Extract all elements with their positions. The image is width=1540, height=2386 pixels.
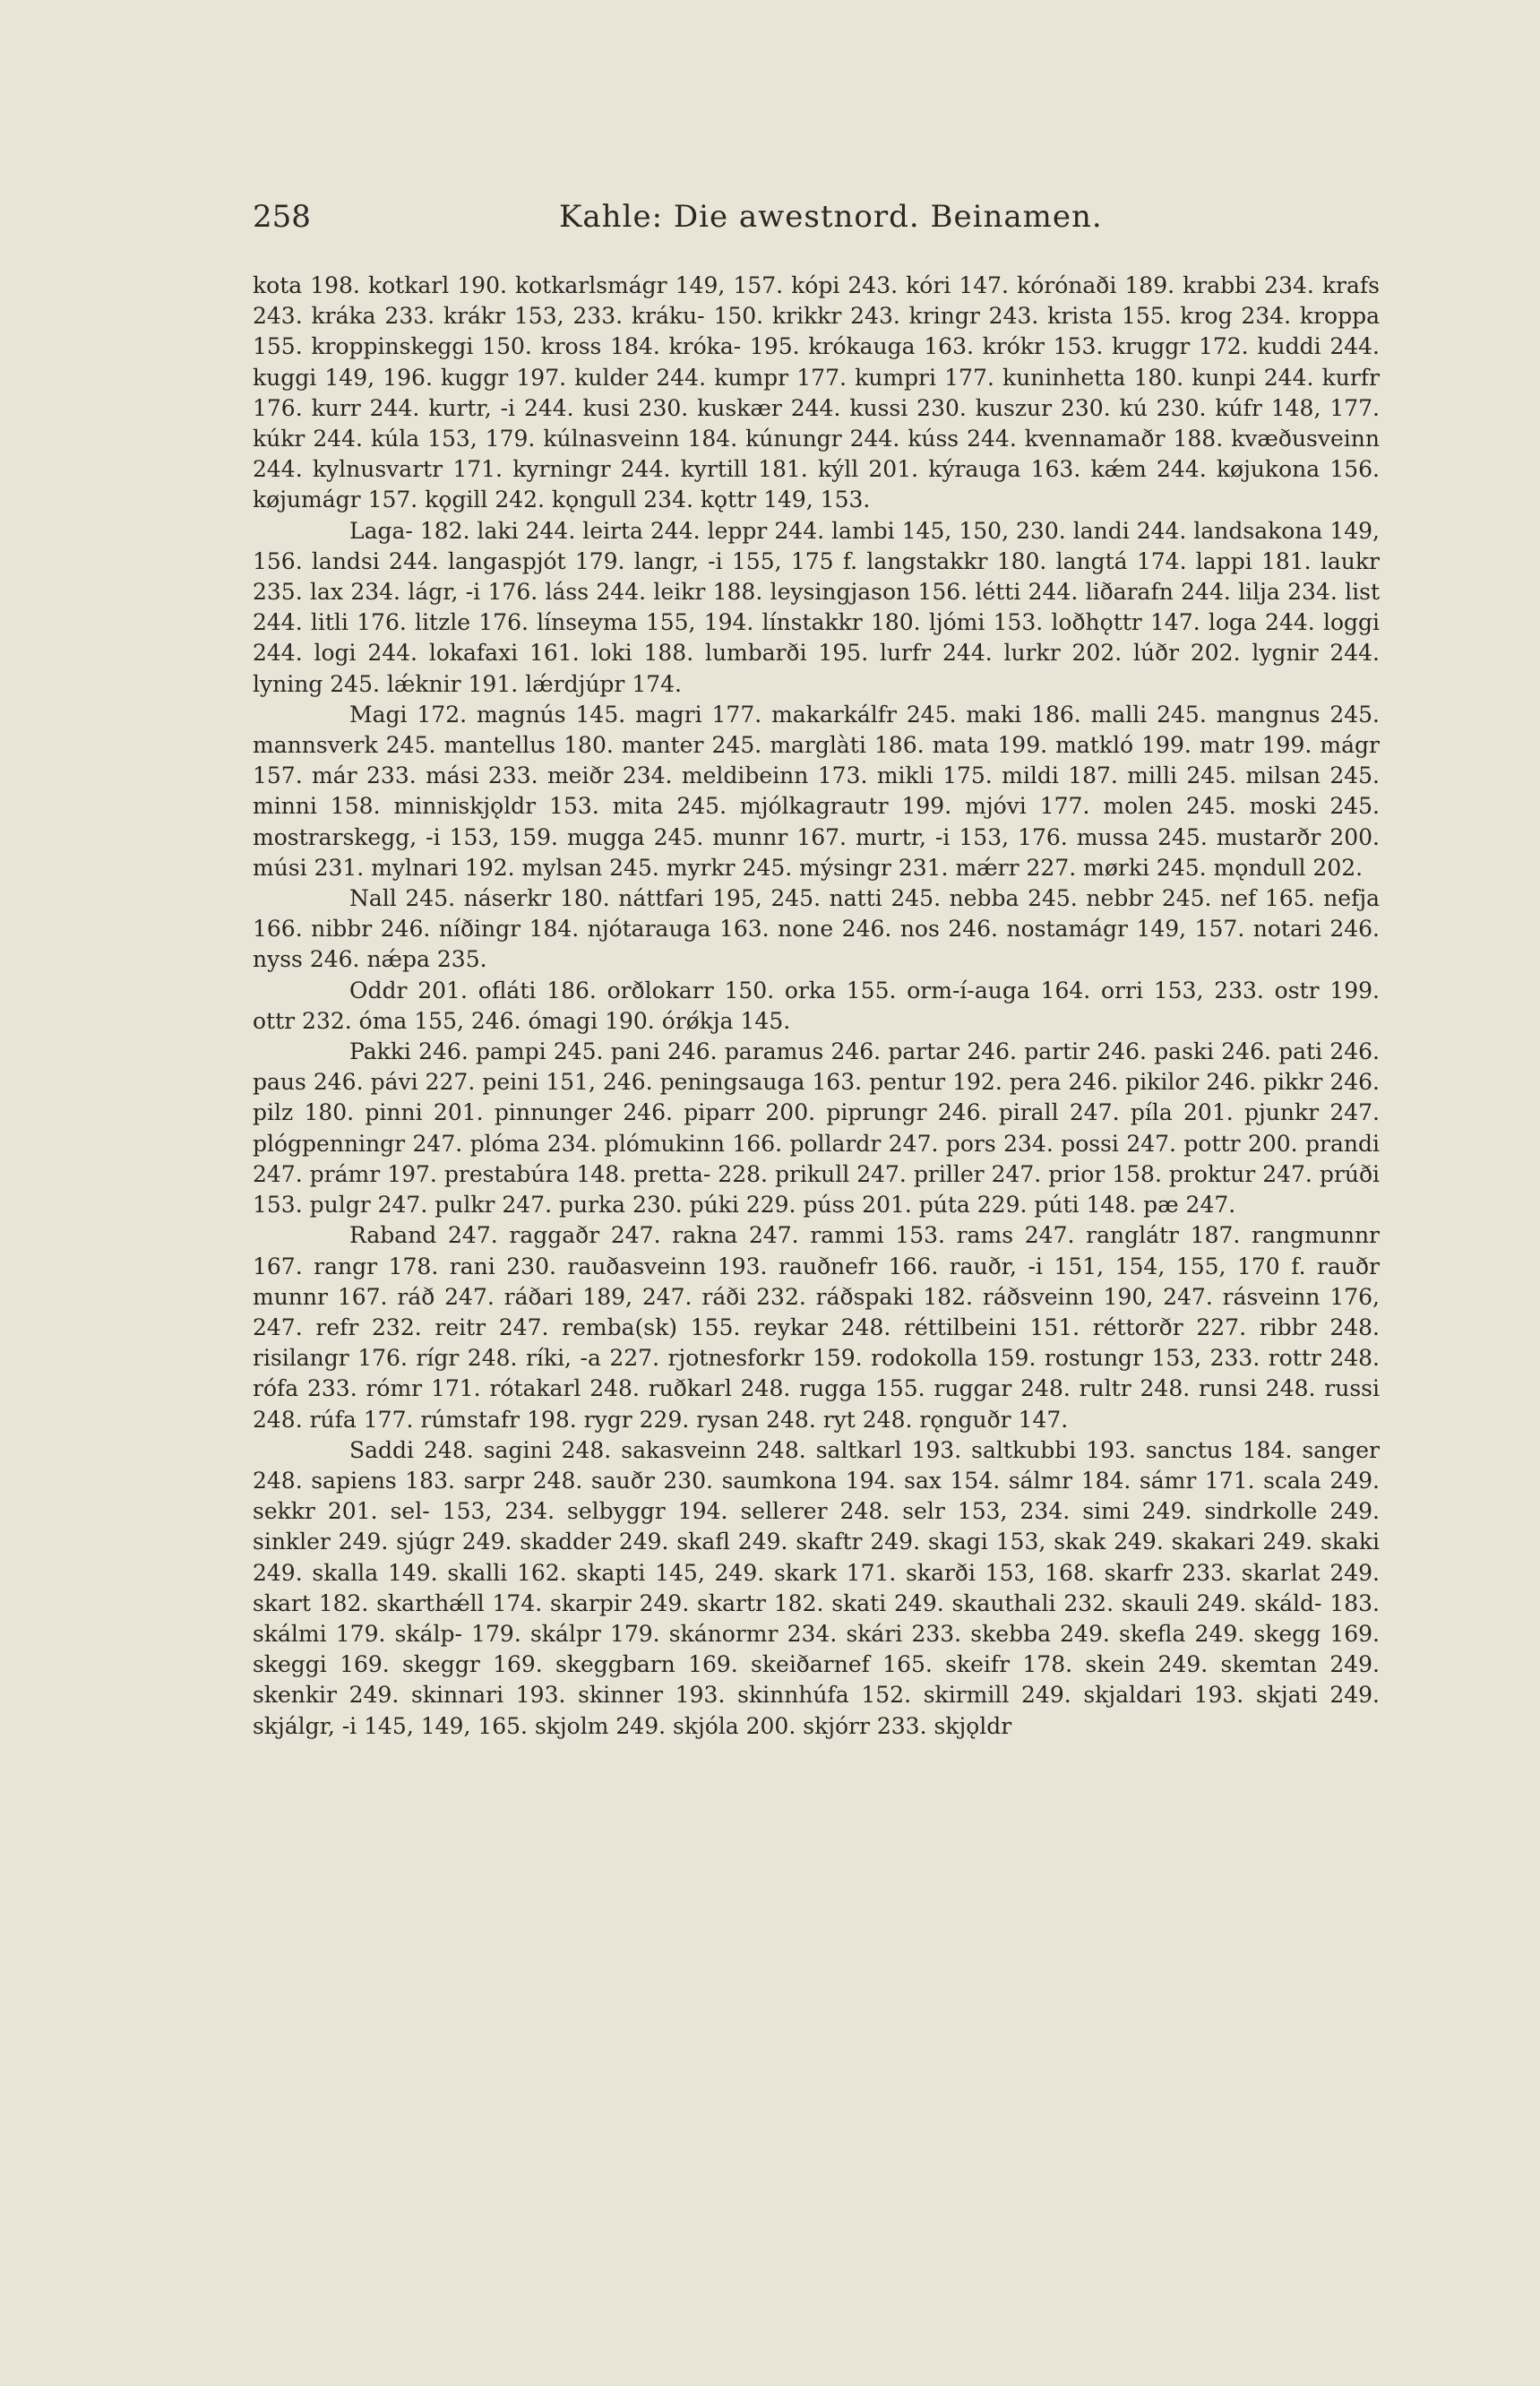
paragraph-r: Raband 247. raggaðr 247. rakna 247. rammi 153. rams 247. ranglátr 187. rangmunnr 167. rangr 178. rani 230. rauðasveinn 193. rauðnefr 166. rauðr, -i 151, 154, 155, 170 f. rauðr munnr 167. ráð 247. ráðari 189, 247. ráði 232. ráðspaki 182. ráðsveinn 190, 247. rásveinn 176, 247. refr 232. reitr 247. remba(sk) 155. reykar 248. réttilbeini 151. réttorðr 227. ribbr 248. risilangr 176. rígr 248. ríki, -a 227. rjotnesforkr 159. rodokolla 159. rostungr 153, 233. rottr 248. rófa 233. rómr 171. rótakarl 248. ruðkarl 248. rugga 155. ruggar 248. rultr 248. runsi 248. russi 248. rúfa 177. rúmstafr 198. rygr 229. rysan 248. ryt 248. rǫnguðr 147. xyxy=(253,1222,1380,1433)
paragraph-s: Saddi 248. sagini 248. sakasveinn 248. saltkarl 193. saltkubbi 193. sanctus 184. sanger 248. sapiens 183. sarpr 248. sauðr 230. saumkona 194. sax 154. sálmr 184. sámr 171. scala 249. sekkr 201. sel- 153, 234. selbyggr 194. sellerer 248. selr 153, 234. simi 249. sindrkolle 249. sinkler 249. sjúgr 249. skadder 249. skafl 249. skaftr 249. skagi 153, skak 249. skakari 249. skaki 249. skalla 149. skalli 162. skapti 145, 249. skark 171. skarði 153, 168. skarfr 233. skarlat 249. skart 182. skarthǽll 174. skarpir 249. skartr 182. skati 249. skauthali 232. skauli 249. skáld- 183. skálmi 179. skálp- 179. skálpr 179. skánormr 234. skári 233. skebba 249. skefla 249. skegg 169. skeggi 169. skeggr 169. skeggbarn 169. skeiðarnef 165. skeifr 178. skein 249. skemtan 249. skenkir 249. skinnari 193. skinner 193. skinnhúfa 152. skirmill 249. skjaldari 193. skjati 249. skjálgr, -i 145, 149, 165. skjolm 249. skjóla 200. skjórr 233. skjǫldr xyxy=(253,1436,1380,1739)
body-text xyxy=(253,271,1380,1742)
paragraph-m: Magi 172. magnús 145. magri 177. makarkálfr 245. maki 186. malli 245. mangnus 245. mannsverk 245. mantellus 180. manter 245. marglàti 186. mata 199. matkló 199. matr 199. mágr 157. már 233. mási 233. meiðr 234. meldibeinn 173. mikli 175. mildi 187. milli 245. milsan 245. minni 158. minniskjǫldr 153. mita 245. mjólkagrautr 199. mjóvi 177. molen 245. moski 245. mostrarskegg, -i 153, 159. mugga 245. munnr 167. murtr, -i 153, 176. mussa 245. mustarðr 200. músi 231. mylnari 192. mylsan 245. myrkr 245. mýsingr 231. mǽrr 227. mørki 245. mǫndull 202. xyxy=(253,701,1380,881)
paragraph-l: Laga- 182. laki 244. leirta 244. leppr 244. lambi 145, 150, 230. landi 244. landsakona 149, 156. landsi 244. langaspjót 179. langr, -i 155, 175 f. langstakkr 180. langtá 174. lappi 181. laukr 235. lax 234. lágr, -i 176. láss 244. leikr 188. leysingjason 156. létti 244. liðarafn 244. lilja 234. list 244. litli 176. litzle 176. línseyma 155, 194. línstakkr 180. ljómi 153. loðhǫttr 147. loga 244. loggi 244. logi 244. lokafaxi 161. loki 188. lumbarði 195. lurfr 244. lurkr 202. lúðr 202. lygnir 244. lyning 245. lǽknir 191. lǽrdjúpr 174. xyxy=(253,517,1380,697)
paragraph-k: kota 198. kotkarl 190. kotkarlsmágr 149, 157. kópi 243. kóri 147. kórónaði 189. krabbi 234. krafs 243. kráka 233. krákr 153, 233. kráku- 150. krikkr 243. kringr 243. krista 155. krog 234. kroppa 155. kroppinskeggi 150. kross 184. króka- 195. krókauga 163. krókr 153. kruggr 172. kuddi 244. kuggi 149, 196. kuggr 197. kulder 244. kumpr 177. kumpri 177. kuninhetta 180. kunpi 244. kurfr 176. kurr 244. kurtr, -i 244. kusi 230. kuskær 244. kussi 230. kuszur 230. kú 230. kúfr 148, 177. kúkr 244. kúla 153, 179. kúlnasveinn 184. kúnungr 244. kúss 244. kvennamaðr 188. kvæðusveinn 244. kylnusvartr 171. kyrningr 244. kyrtill 181. kýll 201. kýrauga 163. kǽm 244. køjukona 156. køjumágr 157. kǫgill 242. kǫngull 234. kǫttr 149, 153. xyxy=(253,272,1380,513)
paragraph-n: Nall 245. náserkr 180. náttfari 195, 245. natti 245. nebba 245. nebbr 245. nef 165. nefja 166. nibbr 246. níðingr 184. njótarauga 163. none 246. nos 246. nostamágr 149, 157. notari 246. nyss 246. nǽpa 235. xyxy=(253,885,1380,973)
paragraph-p: Pakki 246. pampi 245. pani 246. paramus 246. partar 246. partir 246. paski 246. pati 246. paus 246. pávi 227. peini 151, 246. peningsauga 163. pentur 192. pera 246. pikilor 246. pikkr 246. pilz 180. pinni 201. pinnunger 246. piparr 200. piprungr 246. pirall 247. píla 201. pjunkr 247. plógpenningr 247. plóma 234. plómukinn 166. pollardr 247. pors 234. possi 247. pottr 200. prandi 247. prámr 197. prestabúra 148. pretta- 228. prikull 247. priller 247. prior 158. proktur 247. prúði 153. pulgr 247. pulkr 247. purka 230. púki 229. púss 201. púta 229. púti 148. pæ 247. xyxy=(253,1038,1380,1219)
page-number: 258 xyxy=(253,199,311,235)
paragraph-o: Oddr 201. ofláti 186. orðlokarr 150. orka 155. orm-í-auga 164. orri 153, 233. ostr 199. ottr 232. óma 155, 246. ómagi 190. órǿkja 145. xyxy=(253,977,1380,1034)
running-title: Kahle: Die awestnord. Beinamen. xyxy=(559,199,1103,235)
page-header xyxy=(253,199,1381,244)
